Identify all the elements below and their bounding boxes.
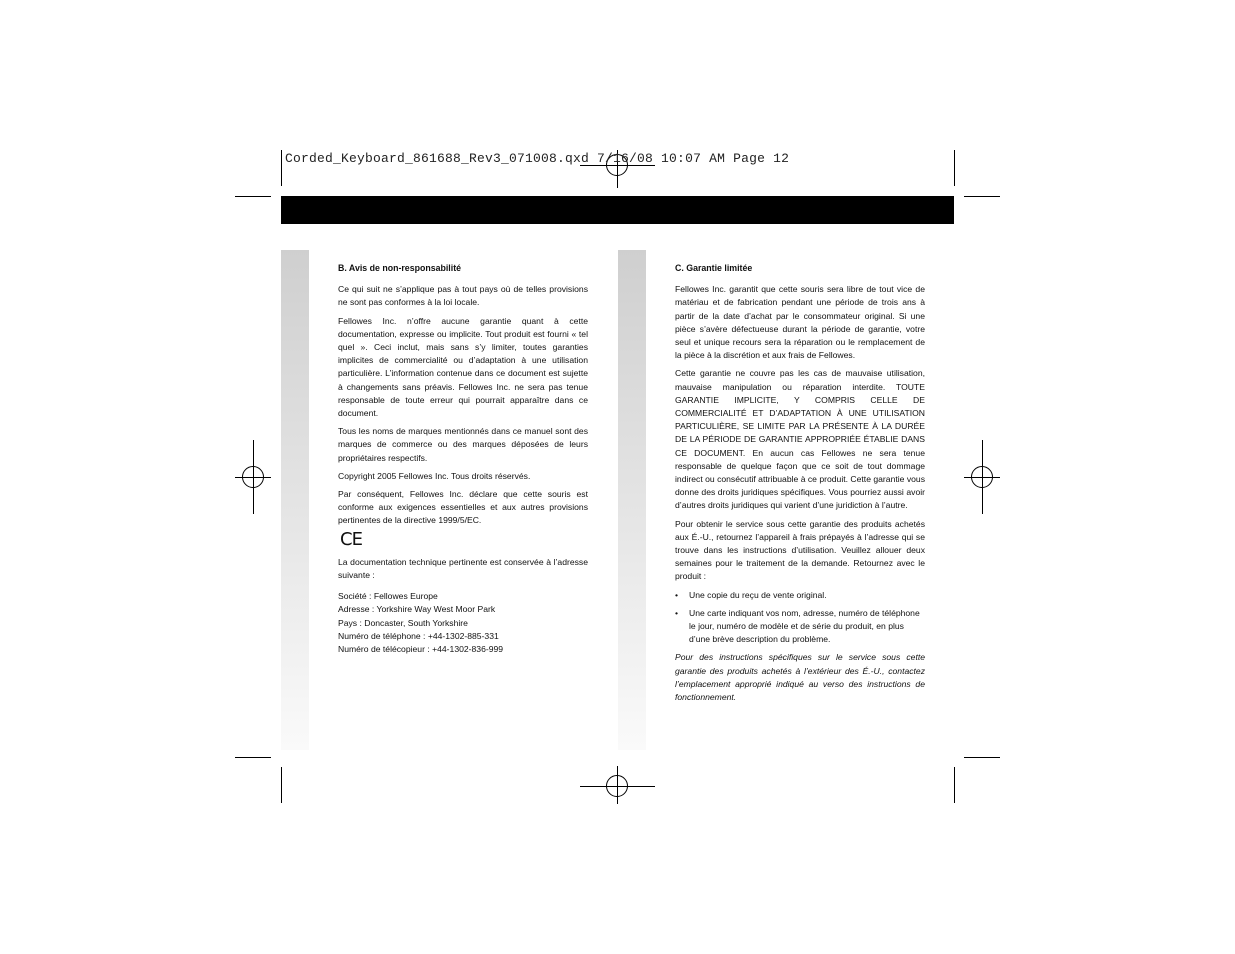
crop-mark-bottom-left-v bbox=[281, 767, 282, 803]
right-gutter-shade bbox=[618, 250, 646, 750]
crop-mark-top-left-v bbox=[281, 150, 282, 186]
paragraph: La documentation technique pertinente est conservée à l’adresse suivante : bbox=[338, 556, 588, 581]
list-item-text: Une carte indiquant vos nom, adresse, numéro de téléphone le jour, numéro de modèle et de série du produit, en plus d’une brève description du problème. bbox=[689, 607, 920, 645]
address-line: Numéro de téléphone : +44-1302-885-331 bbox=[338, 630, 499, 641]
paragraph: Par conséquent, Fellowes Inc. déclare que cette souris est conforme aux exigences essentielles et aux autres provisions pertinentes de la directive 1999/5/EC. bbox=[338, 489, 588, 526]
registration-line-right-v bbox=[982, 440, 983, 514]
file-slug: Corded_Keyboard_861688_Rev3_071008.qxd 7/16/08 10:07 AM Page 12 bbox=[285, 151, 790, 166]
right-column bbox=[675, 262, 925, 709]
paragraph: Fellowes Inc. garantit que cette souris sera libre de tout vice de matériau et de fabrication pendant une période de trois ans à partir de la date d’achat par le consommateur original. Si une pièce s’avère défectueuse durant la période de garantie, votre seul et unique recours sera la réparation ou le remplacement de la pièce à la discrétion et aux frais de Fellowes. bbox=[675, 284, 925, 361]
address-line: Adresse : Yorkshire Way West Moor Park bbox=[338, 604, 496, 615]
crop-mark-bottom-right-v bbox=[954, 767, 955, 803]
bullet-list bbox=[675, 589, 925, 647]
address-line: Numéro de télécopieur : +44-1302-836-999 bbox=[338, 644, 504, 655]
crop-mark-top-right-h bbox=[964, 196, 1000, 197]
bullet-icon: • bbox=[675, 607, 679, 618]
section-heading-b: B. Avis de non-responsabilité bbox=[338, 263, 462, 273]
list-item bbox=[675, 589, 925, 602]
list-item bbox=[675, 607, 925, 647]
paragraph: Tous les noms de marques mentionnés dans ce manuel sont des marques de commerce ou des marques déposées de leurs propriétaires respectifs. bbox=[338, 426, 588, 463]
registration-line-bottom-v bbox=[617, 766, 618, 804]
crop-mark-top-left-h bbox=[235, 196, 271, 197]
paragraph: Fellowes Inc. n’offre aucune garantie quant à cette documentation, expresse ou implicite. Tout produit est fourni « tel quel ». Ceci inclut, mais sans s’y limiter, toutes garanties implicites de commercialité ou d’adaptation à une utilisation particulière. L’information contenue dans ce document est sujette à changements sans préavis. Fellowes Inc. ne sera pas tenue responsable de toute erreur qui pourrait apparaître dans ce document. bbox=[338, 315, 588, 419]
paragraph: Ce qui suit ne s’applique pas à tout pays où de telles provisions ne sont pas conformes à la loi locale. bbox=[338, 284, 588, 308]
left-gutter-shade bbox=[281, 250, 309, 750]
bullet-icon: • bbox=[675, 589, 679, 600]
registration-line-left-v bbox=[253, 440, 254, 514]
left-column bbox=[338, 262, 588, 656]
crop-mark-top-right-v bbox=[954, 150, 955, 186]
list-item-text: Une copie du reçu de vente original. bbox=[689, 589, 827, 600]
paragraph: Cette garantie ne couvre pas les cas de mauvaise utilisation, mauvaise manipulation ou réparation interdite. TOUTE GARANTIE IMPLICITE, Y COMPRIS CELLE DE COMMERCIALITÉ ET D’ADAPTATION À UNE UTILISATION PARTICULIÈRE, SE LIMITE PAR LA PRÉSENTE À LA DURÉE DE LA PÉRIODE DE GARANTIE APPROPRIÉE ÉTABLIE DANS CE DOCUMENT. En aucun cas Fellowes ne sera tenue responsable de quelque façon que ce soit de tout dommage indirect ou consécutif attribuable à ce produit. Cette garantie vous donne des droits juridiques spécifiques. Vous pourriez aussi avoir d’autres droits juridiques qui varient d’une juridiction à l’autre. bbox=[675, 368, 925, 511]
address-block bbox=[338, 590, 588, 656]
address-line: Société : Fellowes Europe bbox=[338, 591, 438, 602]
paragraph: Pour obtenir le service sous cette garantie des produits achetés aux É.-U., retournez l’appareil à frais prépayés à l’adresse qui se trouve dans les instructions d’utilisation. Veuillez allouer deux semaines pour le traitement de la demande. Retournez avec le produit : bbox=[675, 518, 925, 582]
header-bar bbox=[281, 196, 954, 224]
address-line: Pays : Doncaster, South Yorkshire bbox=[338, 617, 468, 628]
section-heading-c: C. Garantie limitée bbox=[675, 263, 753, 273]
ce-mark-icon: CE bbox=[340, 528, 362, 550]
paragraph: Copyright 2005 Fellowes Inc. Tous droits réservés. bbox=[338, 470, 531, 481]
paragraph-italic: Pour des instructions spécifiques sur le service sous cette garantie des produits achetés à l’extérieur des É.-U., contactez l’emplacement approprié indiqué au verso des instructions de fonctionnement. bbox=[675, 652, 925, 703]
crop-mark-bottom-left-h bbox=[235, 757, 271, 758]
crop-mark-bottom-right-h bbox=[964, 757, 1000, 758]
